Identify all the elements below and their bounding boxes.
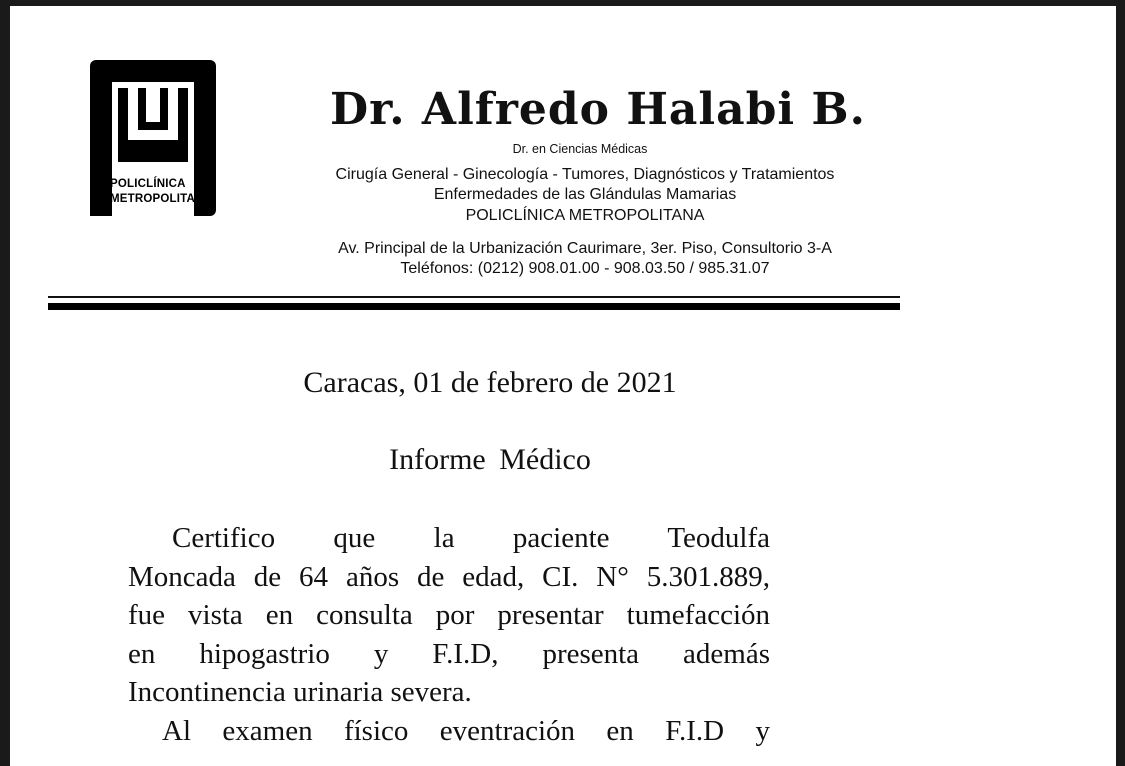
body-line: Certifico que la paciente Teodulfa [172, 522, 770, 554]
logo-text-line1: POLICLÍNICA [110, 178, 186, 190]
logo-text-line2: METROPOLITANA [110, 193, 213, 205]
body-line: fue vista en consulta por presentar tumefacción [128, 599, 770, 631]
specialties-line2: Enfermedades de las Glándulas Mamarias [433, 186, 737, 203]
clinic-name: POLICLÍNICA METROPOLITANA [465, 207, 705, 224]
clinic-phones: Teléfonos: (0212) 908.01.00 - 908.03.50 / 985.31.07 [400, 260, 770, 277]
body-line: Moncada de 64 años de edad, CI. N° 5.301.889, [128, 560, 770, 593]
doctor-degree: Dr. en Ciencias Médicas [512, 142, 648, 156]
header-divider-thick [48, 303, 900, 310]
specialties-line1: Cirugía General - Ginecología - Tumores, Diagnósticos y Tratamientos [335, 166, 835, 183]
clinic-address: Av. Principal de la Urbanización Caurimare, 3er. Piso, Consultorio 3-A [338, 240, 832, 257]
doctor-name: Dr. Alfredo Halabi B. [330, 84, 866, 135]
letter-title: Informe Médico [389, 443, 591, 476]
letter-body [128, 519, 770, 750]
body-line: Al examen físico eventración en F.I.D y [162, 714, 770, 747]
letter-date: Caracas, 01 de febrero de 2021 [303, 366, 677, 399]
header-divider-thin [48, 296, 900, 298]
document-page [10, 6, 1116, 766]
body-line: en hipogastrio y F.I.D, presenta además [128, 637, 770, 670]
body-line: Incontinencia urinaria severa. [128, 676, 472, 708]
